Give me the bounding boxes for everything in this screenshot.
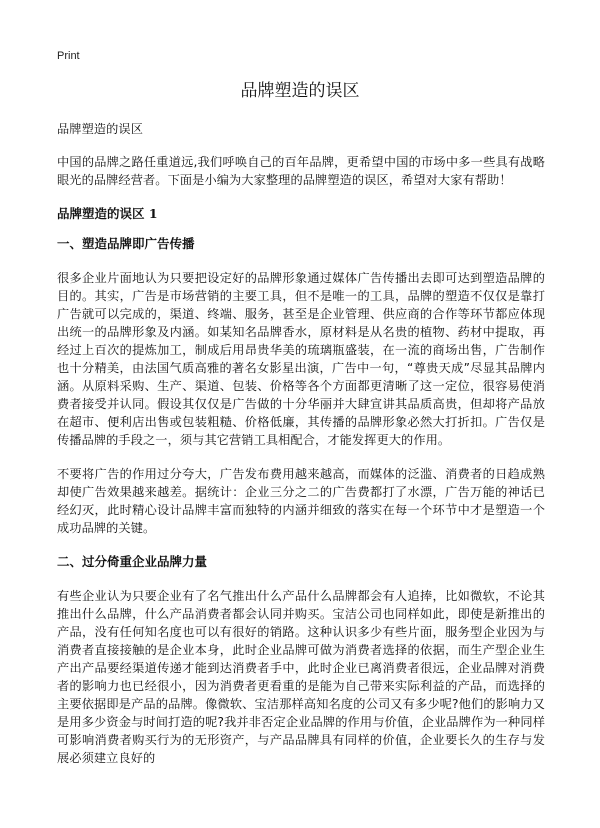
section-heading: 品牌塑造的误区 1 (57, 206, 158, 221)
point-1-paragraph-1: 很多企业片面地认为只要把设定好的品牌形象通过媒体广告传播出去即可达到塑造品牌的目的。其实，广告是市场营销的主要工具，但不是唯一的工具，品牌的塑造不仅仅是靠打广告就可以完成的，渠道、终端、服务，甚至是企业管理、供应商的合作等环节都应体现出统一的品牌形象及内涵。如某知名品牌香水，原材料是从名贵的植物、药材中提取，再经过上百次的提炼加工，制成后用昂贵华美的琉璃瓶盛装，在一流的商场出售，广告制作也十分精美，由法国气质高雅的著名女影星出演，广告中一句，“尊贵天成”尽显其品牌内涵。从原料采购、生产、渠道、包装、价格等各个方面都更清晰了这一定位，很容易使消费者接受并认同。假设其仅仅是广告做的十分华丽并大肆宣讲其品质高贵，但却将产品放在超市、便利店出售或包装粗糙、价格低廉，其传播的品牌形象必然大打折扣。广告仅是传播品牌的手段之一，须与其它营销工具相配合，才能发挥更大的作用。 (57, 271, 545, 447)
document-body (57, 120, 545, 783)
point-1-heading: 一、塑造品牌即广告传播 (57, 236, 195, 251)
document-subtitle: 品牌塑造的误区 (57, 122, 144, 136)
point-2-paragraph-1: 有些企业认为只要企业有了名气推出什么产品什么品牌都会有人追捧，比如微软，不论其推出什么品牌，什么产品消费者都会认同并购买。宝洁公司也同样如此，即使是新推出的产品，没有任何知名度也可以有很好的销路。这种认识多少有些片面，服务型企业因为与消费者直接接触的是企业本身，此时企业品牌可做为消费者选择的依据，而生产型企业生产出产品要经渠道传递才能到达消费者手中，此时企业已离消费者很远，企业品牌对消费者的影响力也已经很小，因为消费者更看重的是能为自己带来实际利益的产品，而选择的主要依据即是产品的品牌。像微软、宝洁那样高知名度的公司又有多少呢?他们的影响力又是用多少资金与时间打造的呢?我并非否定企业品牌的作用与价值，企业品牌作为一种同样可影响消费者购买行为的无形资产，与产品品牌具有同样的价值，企业要长久的生存与发展必须建立良好的 (57, 589, 545, 765)
print-label: Print (57, 50, 80, 62)
intro-paragraph: 中国的品牌之路任重道远,我们呼唤自己的百年品牌，更希望中国的市场中多一些具有战略眼光的品牌经营者。下面是小编为大家整理的品牌塑造的误区，希望对大家有帮助！ (57, 155, 545, 187)
point-1-paragraph-2: 不要将广告的作用过分夸大，广告发布费用越来越高，而媒体的泛滥、消费者的日趋成熟却使广告效果越来越差。据统计：企业三分之二的广告费都打了水漂，广告万能的神话已经幻灭，此时精心设计品牌丰富而独特的内涵并细致的落实在每一个环节中才是塑造一个成功品牌的关键。 (57, 467, 545, 535)
point-2-heading: 二、过分倚重企业品牌力量 (57, 554, 208, 569)
document-title: 品牌塑造的误区 (240, 81, 360, 101)
